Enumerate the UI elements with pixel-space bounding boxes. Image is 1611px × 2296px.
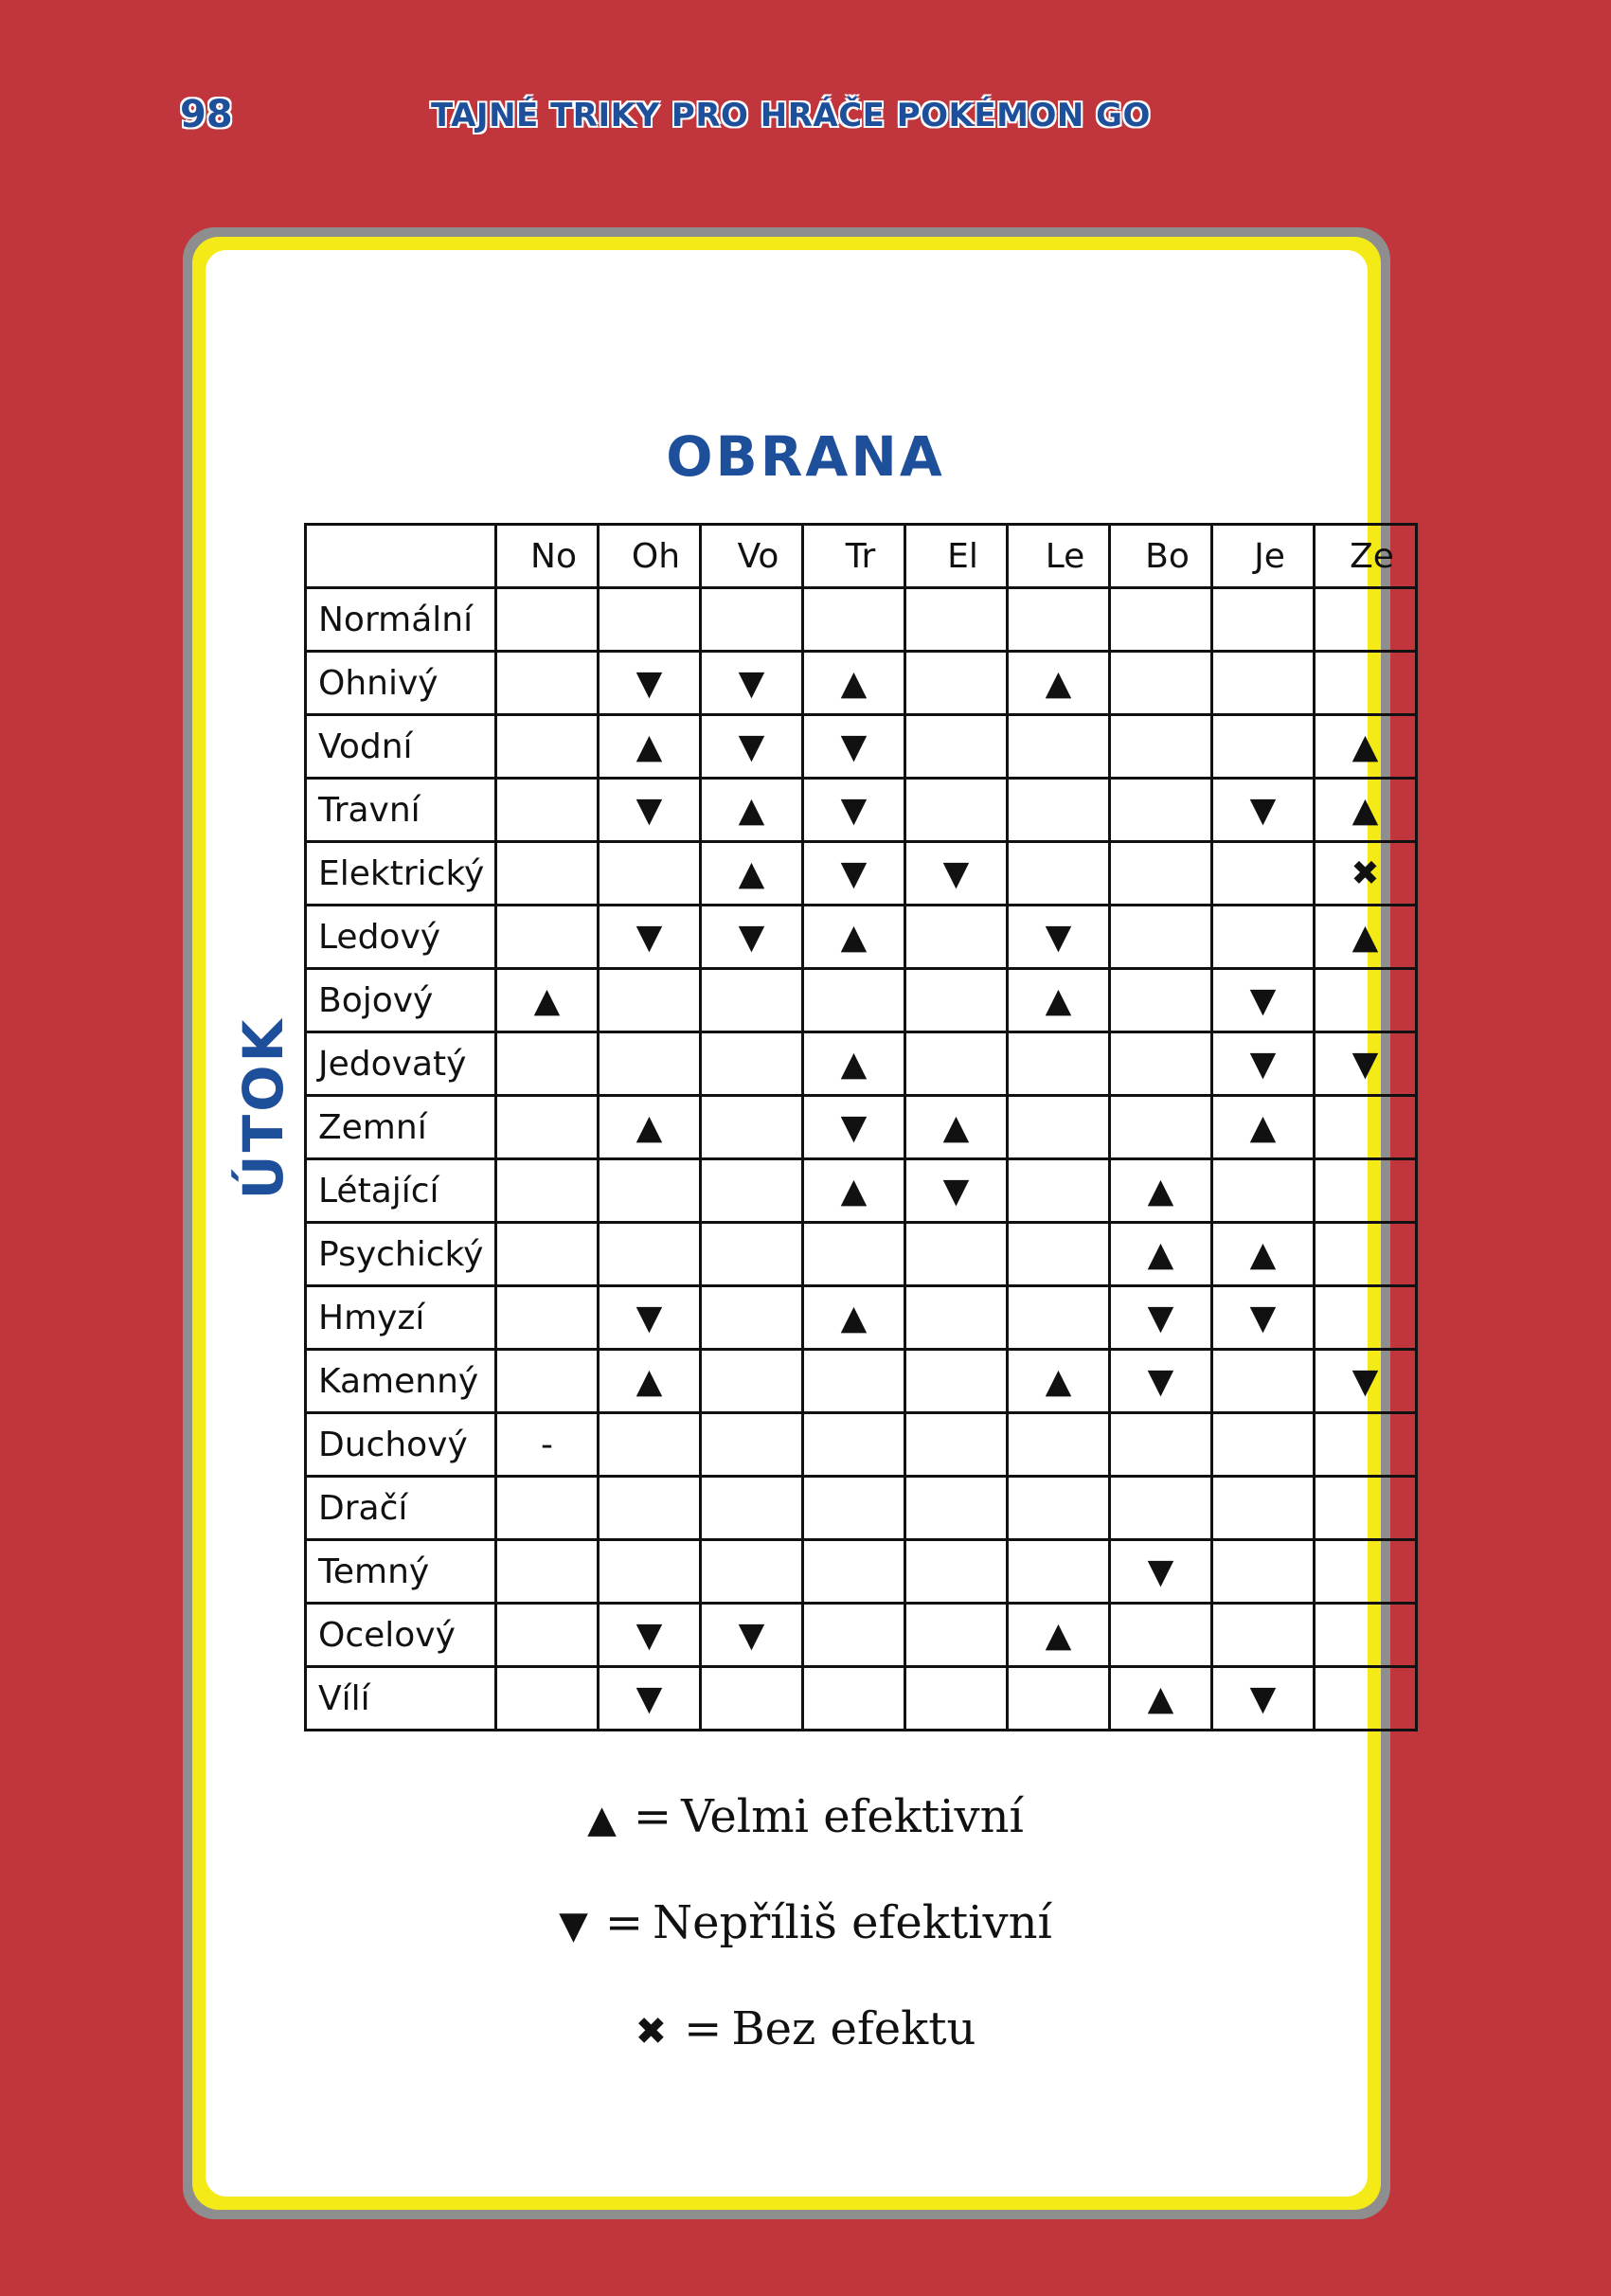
effect-cell: ▲	[1315, 715, 1417, 779]
effect-cell	[803, 969, 905, 1032]
effect-cell: ▼	[1110, 1350, 1212, 1413]
down-triangle-icon: ▼	[559, 1904, 588, 1947]
table-row	[306, 1540, 1417, 1604]
table-row	[306, 1223, 1417, 1286]
effect-cell: ▼	[701, 906, 803, 969]
row-header: Jedovatý	[306, 1032, 496, 1096]
effect-cell: ✖	[1315, 842, 1417, 906]
effect-cell: ▲	[701, 842, 803, 906]
effect-cell: ▲	[599, 1350, 701, 1413]
effect-cell: ▲	[1110, 1223, 1212, 1286]
row-header: Ledový	[306, 906, 496, 969]
effect-cell	[701, 1477, 803, 1540]
legend-text: Velmi efektivní	[681, 1790, 1024, 1843]
effect-cell	[803, 1477, 905, 1540]
effect-cell	[701, 1032, 803, 1096]
effect-cell: ▲	[1008, 1350, 1110, 1413]
effect-cell	[1315, 1667, 1417, 1731]
effect-cell: ▼	[803, 715, 905, 779]
effect-cell: ▲	[803, 652, 905, 715]
effect-cell	[1315, 1223, 1417, 1286]
table-row	[306, 969, 1417, 1032]
effect-cell	[496, 1096, 599, 1159]
effect-cell	[496, 842, 599, 906]
effect-cell: ▼	[803, 779, 905, 842]
effect-cell	[803, 588, 905, 652]
effect-cell: ▲	[701, 779, 803, 842]
table-row	[306, 1413, 1417, 1477]
effect-cell	[1008, 1096, 1110, 1159]
effect-cell	[1110, 1096, 1212, 1159]
effect-cell: ▲	[1315, 779, 1417, 842]
effect-cell: ▼	[599, 1604, 701, 1667]
effect-cell	[701, 1540, 803, 1604]
column-header: Oh	[599, 525, 701, 588]
effect-cell	[701, 969, 803, 1032]
effect-cell: ▼	[1212, 1032, 1315, 1096]
effect-cell: ▼	[803, 1096, 905, 1159]
effect-cell: ▼	[1212, 1667, 1315, 1731]
table-row	[306, 779, 1417, 842]
effect-cell	[905, 1604, 1008, 1667]
row-header: Duchový	[306, 1413, 496, 1477]
effect-cell	[1315, 588, 1417, 652]
effect-cell	[1315, 1540, 1417, 1604]
row-header: Hmyzí	[306, 1286, 496, 1350]
effect-cell: ▲	[496, 969, 599, 1032]
effect-cell	[905, 1032, 1008, 1096]
effect-cell	[1110, 779, 1212, 842]
effect-cell	[1008, 1413, 1110, 1477]
effect-cell: ▼	[599, 1667, 701, 1731]
effect-cell	[496, 1350, 599, 1413]
effect-cell: ▼	[1212, 779, 1315, 842]
effect-cell	[496, 715, 599, 779]
table-row	[306, 1096, 1417, 1159]
effect-cell: ▼	[701, 1604, 803, 1667]
effect-cell	[496, 1477, 599, 1540]
table-row	[306, 715, 1417, 779]
effect-cell: ▲	[803, 1032, 905, 1096]
effect-cell	[599, 588, 701, 652]
effect-cell	[1212, 588, 1315, 652]
effect-cell	[1110, 1604, 1212, 1667]
effect-cell: ▼	[599, 652, 701, 715]
effect-cell: ▲	[1008, 969, 1110, 1032]
header-row	[306, 525, 1417, 588]
effect-cell	[1212, 842, 1315, 906]
row-header: Zemní	[306, 1096, 496, 1159]
legend-text: Bez efektu	[731, 2002, 976, 2055]
effect-cell	[496, 1540, 599, 1604]
effect-cell	[905, 588, 1008, 652]
effect-cell	[496, 779, 599, 842]
effect-cell	[1212, 1350, 1315, 1413]
effect-cell: ▲	[599, 1096, 701, 1159]
effect-cell	[496, 1223, 599, 1286]
table-row	[306, 1604, 1417, 1667]
effect-cell	[905, 1667, 1008, 1731]
effect-cell: ▲	[905, 1096, 1008, 1159]
attack-axis-title: ÚTOK	[231, 1016, 295, 1200]
effect-cell	[803, 1667, 905, 1731]
effect-cell	[905, 1350, 1008, 1413]
effect-cell: ▲	[1212, 1223, 1315, 1286]
effect-cell	[1110, 842, 1212, 906]
table-row	[306, 906, 1417, 969]
effect-cell: ▼	[1110, 1540, 1212, 1604]
effect-cell	[496, 588, 599, 652]
effect-cell	[701, 1413, 803, 1477]
row-header: Psychický	[306, 1223, 496, 1286]
table-row	[306, 1159, 1417, 1223]
effect-cell	[1212, 715, 1315, 779]
effect-cell	[496, 1667, 599, 1731]
effect-cell	[496, 1286, 599, 1350]
effect-cell	[496, 652, 599, 715]
effect-cell	[905, 715, 1008, 779]
effect-cell	[701, 1667, 803, 1731]
effect-cell: ▼	[599, 906, 701, 969]
column-header: Je	[1212, 525, 1315, 588]
row-header: Bojový	[306, 969, 496, 1032]
cross-icon: ✖	[635, 2010, 668, 2054]
effect-cell	[496, 1159, 599, 1223]
column-header: El	[905, 525, 1008, 588]
effect-cell	[1315, 1286, 1417, 1350]
row-header: Ohnivý	[306, 652, 496, 715]
row-header: Elektrický	[306, 842, 496, 906]
running-head: TAJNÉ TRIKY PRO HRÁČE POKÉMON GO	[431, 97, 1151, 135]
effect-cell: ▲	[599, 715, 701, 779]
effect-cell: ▲	[803, 1159, 905, 1223]
row-header: Kamenný	[306, 1350, 496, 1413]
effect-cell	[1008, 1223, 1110, 1286]
effect-cell	[599, 1159, 701, 1223]
column-header: Bo	[1110, 525, 1212, 588]
effect-cell: ▲	[803, 906, 905, 969]
effect-cell	[701, 1350, 803, 1413]
up-triangle-icon: ▲	[587, 1798, 617, 1841]
effect-cell	[1110, 588, 1212, 652]
effect-cell	[1008, 1032, 1110, 1096]
effect-cell	[1315, 1477, 1417, 1540]
effect-cell	[1008, 1540, 1110, 1604]
effect-cell	[1212, 906, 1315, 969]
effect-cell	[1212, 1477, 1315, 1540]
row-header: Travní	[306, 779, 496, 842]
table-row	[306, 1032, 1417, 1096]
effect-cell	[701, 1159, 803, 1223]
column-header: Tr	[803, 525, 905, 588]
effect-cell	[905, 969, 1008, 1032]
effect-cell	[1008, 588, 1110, 652]
table-row	[306, 1667, 1417, 1731]
table-row	[306, 588, 1417, 652]
table-row	[306, 1286, 1417, 1350]
effect-cell	[1110, 969, 1212, 1032]
effect-cell	[496, 1032, 599, 1096]
effect-cell: ▲	[803, 1286, 905, 1350]
corner-cell	[306, 525, 496, 588]
row-header: Temný	[306, 1540, 496, 1604]
effect-cell	[1110, 715, 1212, 779]
effect-cell	[1315, 1604, 1417, 1667]
effect-cell: ▼	[905, 842, 1008, 906]
effect-cell	[803, 1350, 905, 1413]
effect-cell: ▲	[1110, 1159, 1212, 1223]
column-header: Vo	[701, 525, 803, 588]
effect-cell: ▼	[701, 715, 803, 779]
effect-cell	[496, 1604, 599, 1667]
row-header: Ocelový	[306, 1604, 496, 1667]
effect-cell: ▼	[599, 779, 701, 842]
effect-cell	[803, 1223, 905, 1286]
effect-cell	[599, 1477, 701, 1540]
page-number: 98	[180, 93, 233, 136]
effect-cell: ▼	[1212, 1286, 1315, 1350]
effect-cell	[905, 779, 1008, 842]
effect-cell	[1110, 1413, 1212, 1477]
effect-cell	[1212, 1604, 1315, 1667]
effect-cell	[803, 1413, 905, 1477]
row-header: Vodní	[306, 715, 496, 779]
effect-cell: -	[496, 1413, 599, 1477]
row-header: Dračí	[306, 1477, 496, 1540]
effect-cell: ▼	[905, 1159, 1008, 1223]
effect-cell: ▲	[1008, 652, 1110, 715]
effect-cell	[1212, 1540, 1315, 1604]
row-header: Vílí	[306, 1667, 496, 1731]
effect-cell	[1212, 652, 1315, 715]
legend-item-no-effect	[0, 2002, 1611, 2055]
effect-cell: ▼	[1008, 906, 1110, 969]
effect-cell: ▼	[803, 842, 905, 906]
effect-cell	[905, 1413, 1008, 1477]
legend-item-not-very-effective	[0, 1896, 1611, 1949]
effect-cell	[1008, 842, 1110, 906]
effect-cell	[1008, 779, 1110, 842]
effect-cell	[905, 652, 1008, 715]
type-effectiveness-table	[304, 523, 1418, 1731]
effect-cell	[599, 1223, 701, 1286]
legend-item-very-effective	[0, 1790, 1611, 1843]
column-header: No	[496, 525, 599, 588]
effect-cell	[599, 969, 701, 1032]
effect-cell	[1110, 906, 1212, 969]
table-row	[306, 652, 1417, 715]
effect-cell	[1008, 1286, 1110, 1350]
effect-cell	[1110, 1032, 1212, 1096]
effect-cell	[1008, 715, 1110, 779]
column-header: Le	[1008, 525, 1110, 588]
effect-cell: ▼	[1110, 1286, 1212, 1350]
effect-cell	[599, 1540, 701, 1604]
effect-cell: ▲	[1212, 1096, 1315, 1159]
effect-cell	[1315, 1159, 1417, 1223]
effect-cell	[1315, 1096, 1417, 1159]
table-row	[306, 842, 1417, 906]
defense-axis-title: OBRANA	[666, 424, 945, 489]
effect-cell	[701, 1223, 803, 1286]
row-header: Létající	[306, 1159, 496, 1223]
effect-cell: ▼	[701, 652, 803, 715]
effect-cell	[599, 842, 701, 906]
equals-sign: =	[684, 2002, 723, 2055]
effect-cell	[1315, 969, 1417, 1032]
effect-cell	[1110, 1477, 1212, 1540]
effect-cell: ▲	[1315, 906, 1417, 969]
equals-sign: =	[633, 1790, 672, 1843]
effect-cell	[905, 906, 1008, 969]
effect-cell: ▲	[1110, 1667, 1212, 1731]
effect-cell	[1315, 1413, 1417, 1477]
effect-cell	[1110, 652, 1212, 715]
effect-cell	[1008, 1667, 1110, 1731]
effect-cell	[905, 1477, 1008, 1540]
legend-text: Nepříliš efektivní	[653, 1896, 1052, 1949]
effect-cell	[701, 1096, 803, 1159]
effect-cell	[905, 1223, 1008, 1286]
effect-cell	[1212, 1159, 1315, 1223]
effect-cell: ▼	[1315, 1350, 1417, 1413]
row-header: Normální	[306, 588, 496, 652]
effect-cell	[905, 1286, 1008, 1350]
table-row	[306, 1477, 1417, 1540]
effect-cell	[599, 1413, 701, 1477]
effect-cell	[1008, 1159, 1110, 1223]
table-row	[306, 1350, 1417, 1413]
effect-cell	[701, 588, 803, 652]
effect-cell	[701, 1286, 803, 1350]
effect-cell	[496, 906, 599, 969]
column-header: Ze	[1315, 525, 1417, 588]
effect-cell	[1315, 652, 1417, 715]
effect-cell: ▲	[1008, 1604, 1110, 1667]
effect-cell	[1212, 1413, 1315, 1477]
effect-cell: ▼	[1212, 969, 1315, 1032]
effect-cell	[803, 1540, 905, 1604]
effect-cell	[803, 1604, 905, 1667]
effect-cell	[1008, 1477, 1110, 1540]
effect-cell	[905, 1540, 1008, 1604]
effect-cell: ▼	[599, 1286, 701, 1350]
effect-cell	[599, 1032, 701, 1096]
equals-sign: =	[604, 1896, 644, 1949]
effect-cell: ▼	[1315, 1032, 1417, 1096]
